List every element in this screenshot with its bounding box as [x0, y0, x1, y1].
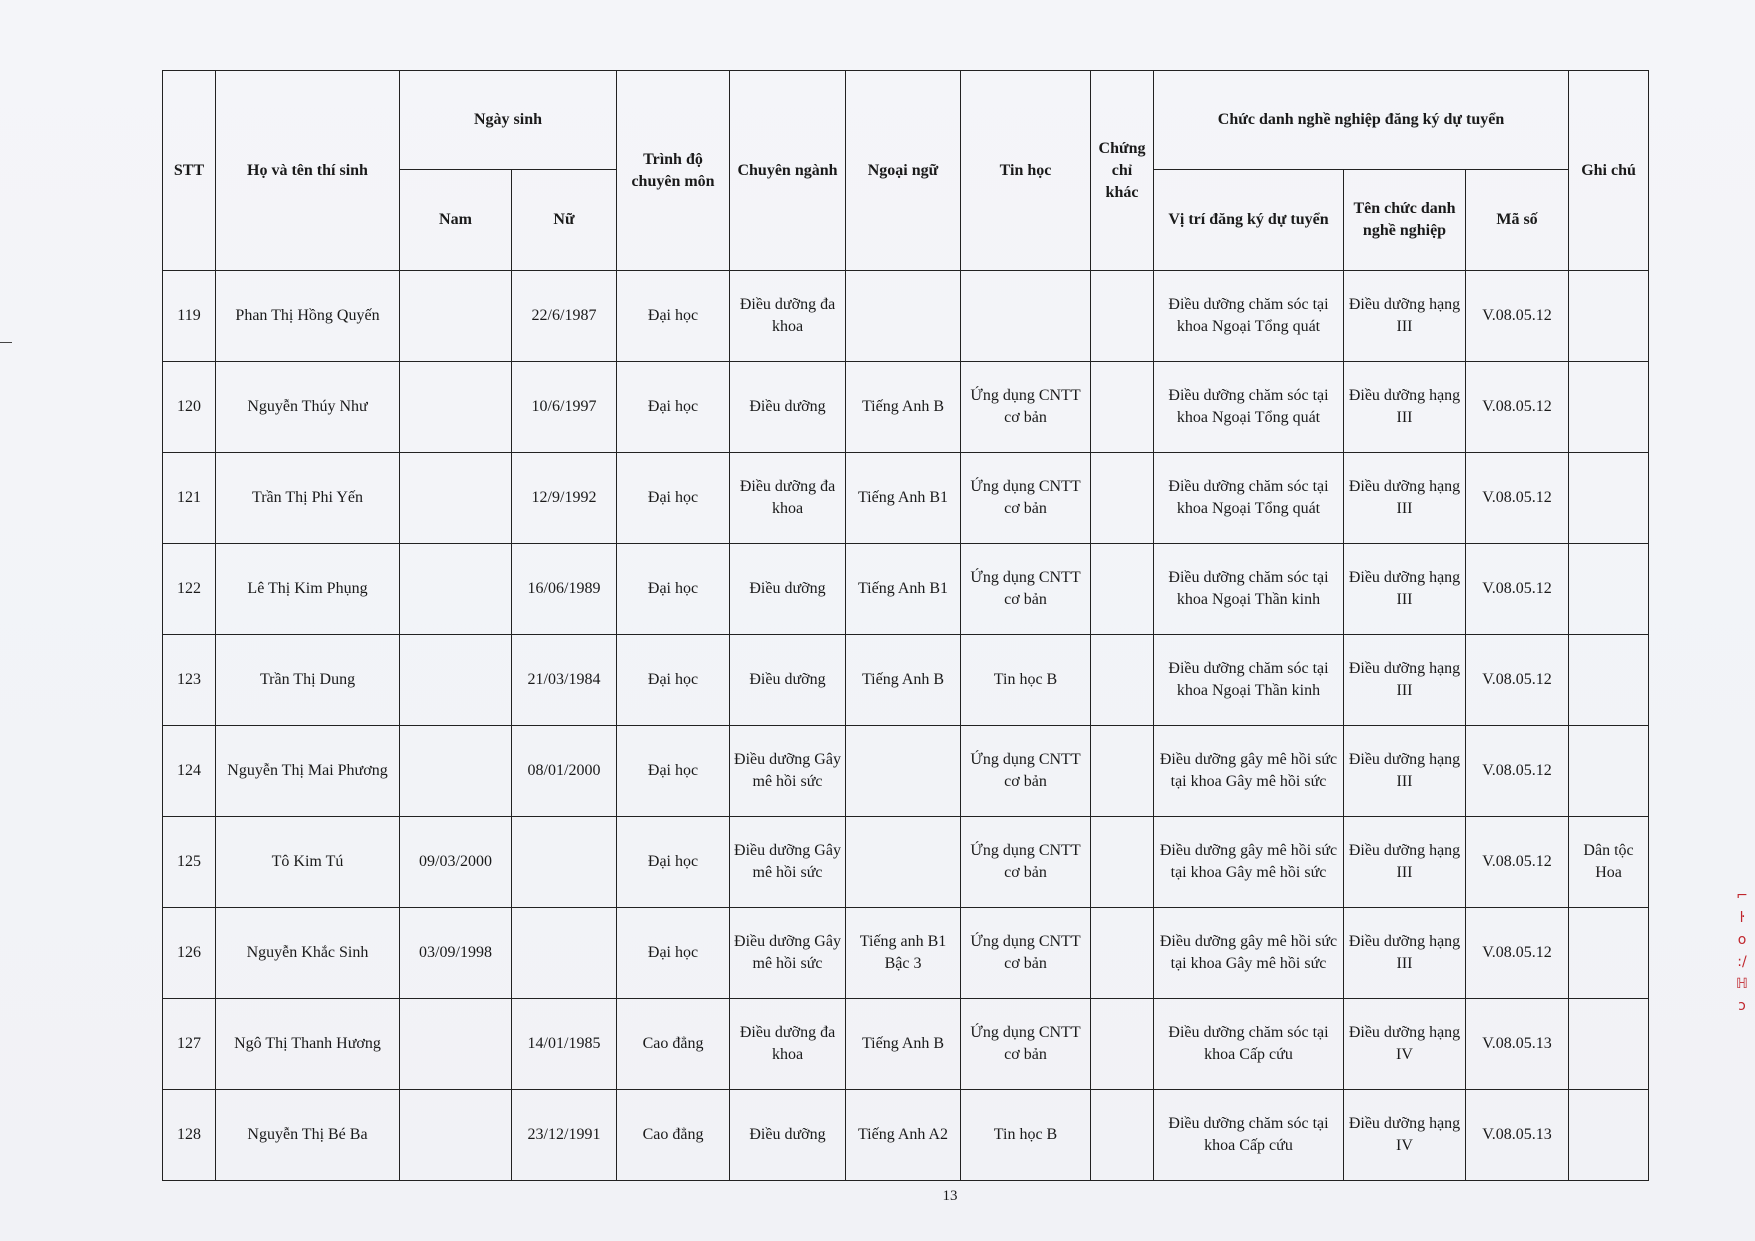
cell-code: V.08.05.12 [1466, 908, 1569, 999]
cell-language: Tiếng Anh B [846, 635, 961, 726]
cell-birth-male [400, 453, 512, 544]
cell-position: Điều dưỡng chăm sóc tại khoa Ngoại Tổng quát [1154, 453, 1344, 544]
cell-name: Ngô Thị Thanh Hương [216, 999, 400, 1090]
cell-birth-female [512, 817, 617, 908]
header-female: Nữ [512, 170, 617, 271]
cell-position: Điều dưỡng chăm sóc tại khoa Ngoại Tổng quát [1154, 271, 1344, 362]
cell-birth-male [400, 635, 512, 726]
cell-stt: 127 [163, 999, 216, 1090]
header-position: Vị trí đăng ký dự tuyển [1154, 170, 1344, 271]
cell-birth-male [400, 726, 512, 817]
cell-major: Điều dưỡng Gây mê hồi sức [730, 908, 846, 999]
cell-position: Điều dưỡng gây mê hồi sức tại khoa Gây mê hồi sức [1154, 817, 1344, 908]
cell-other-cert [1091, 271, 1154, 362]
header-name: Họ và tên thí sinh [216, 71, 400, 271]
cell-language: Tiếng Anh A2 [846, 1090, 961, 1181]
cell-stt: 121 [163, 453, 216, 544]
cell-major: Điều dưỡng đa khoa [730, 453, 846, 544]
cell-title: Điều dưỡng hạng III [1344, 544, 1466, 635]
cell-birth-male [400, 271, 512, 362]
cell-name: Trần Thị Phi Yến [216, 453, 400, 544]
cell-name: Tô Kim Tú [216, 817, 400, 908]
cell-title: Điều dưỡng hạng III [1344, 271, 1466, 362]
cell-major: Điều dưỡng [730, 544, 846, 635]
cell-other-cert [1091, 908, 1154, 999]
cell-position: Điều dưỡng chăm sóc tại khoa Cấp cứu [1154, 1090, 1344, 1181]
cell-other-cert [1091, 544, 1154, 635]
cell-note [1569, 999, 1649, 1090]
cell-birth-female: 22/6/1987 [512, 271, 617, 362]
cell-birth-male: 09/03/2000 [400, 817, 512, 908]
table-row [163, 817, 1649, 908]
cell-major: Điều dưỡng [730, 1090, 846, 1181]
cell-birth-female: 16/06/1989 [512, 544, 617, 635]
cell-it: Ứng dụng CNTT cơ bản [961, 726, 1091, 817]
cell-birth-male [400, 544, 512, 635]
cell-position: Điều dưỡng chăm sóc tại khoa Ngoại Tổng quát [1154, 362, 1344, 453]
cell-major: Điều dưỡng [730, 635, 846, 726]
cell-level: Cao đẳng [617, 999, 730, 1090]
cell-language [846, 817, 961, 908]
cell-note [1569, 908, 1649, 999]
cell-birth-male [400, 362, 512, 453]
table-row [163, 1090, 1649, 1181]
page-number: 13 [942, 1188, 958, 1204]
cell-name: Trần Thị Dung [216, 635, 400, 726]
cell-other-cert [1091, 726, 1154, 817]
cell-language: Tiếng Anh B [846, 362, 961, 453]
header-birth: Ngày sinh [400, 71, 617, 170]
cell-stt: 125 [163, 817, 216, 908]
cell-major: Điều dưỡng Gây mê hồi sức [730, 726, 846, 817]
cell-level: Cao đẳng [617, 1090, 730, 1181]
cell-code: V.08.05.12 [1466, 362, 1569, 453]
cell-code: V.08.05.12 [1466, 817, 1569, 908]
cell-note [1569, 362, 1649, 453]
cell-code: V.08.05.12 [1466, 453, 1569, 544]
cell-note [1569, 271, 1649, 362]
cell-name: Nguyễn Thị Bé Ba [216, 1090, 400, 1181]
cell-it: Ứng dụng CNTT cơ bản [961, 362, 1091, 453]
table-row [163, 999, 1649, 1090]
header-male: Nam [400, 170, 512, 271]
cell-stt: 119 [163, 271, 216, 362]
cell-position: Điều dưỡng chăm sóc tại khoa Ngoại Thần kinh [1154, 544, 1344, 635]
cell-level: Đại học [617, 908, 730, 999]
header-title-name: Tên chức danh nghề nghiệp [1344, 170, 1466, 271]
cell-level: Đại học [617, 817, 730, 908]
table-row [163, 453, 1649, 544]
cell-it: Tin học B [961, 1090, 1091, 1181]
cell-title: Điều dưỡng hạng III [1344, 908, 1466, 999]
cell-language [846, 271, 961, 362]
cell-level: Đại học [617, 453, 730, 544]
header-language: Ngoại ngữ [846, 71, 961, 271]
cell-birth-female: 21/03/1984 [512, 635, 617, 726]
cell-note [1569, 453, 1649, 544]
cell-position: Điều dưỡng chăm sóc tại khoa Cấp cứu [1154, 999, 1344, 1090]
cell-code: V.08.05.12 [1466, 635, 1569, 726]
cell-birth-male [400, 1090, 512, 1181]
cell-major: Điều dưỡng [730, 362, 846, 453]
cell-stt: 124 [163, 726, 216, 817]
cell-title: Điều dưỡng hạng III [1344, 635, 1466, 726]
cell-name: Nguyễn Thúy Như [216, 362, 400, 453]
cell-other-cert [1091, 453, 1154, 544]
cell-name: Phan Thị Hồng Quyến [216, 271, 400, 362]
cell-stt: 122 [163, 544, 216, 635]
cell-position: Điều dưỡng chăm sóc tại khoa Ngoại Thần kinh [1154, 635, 1344, 726]
cell-title: Điều dưỡng hạng IV [1344, 1090, 1466, 1181]
cell-other-cert [1091, 1090, 1154, 1181]
cell-it: Ứng dụng CNTT cơ bản [961, 544, 1091, 635]
cell-birth-female [512, 908, 617, 999]
cell-level: Đại học [617, 271, 730, 362]
cell-name: Nguyễn Khắc Sinh [216, 908, 400, 999]
cell-note: Dân tộc Hoa [1569, 817, 1649, 908]
cell-title: Điều dưỡng hạng IV [1344, 999, 1466, 1090]
table-body [163, 271, 1649, 1181]
table-row [163, 362, 1649, 453]
table-row [163, 544, 1649, 635]
header-code: Mã số [1466, 170, 1569, 271]
cell-other-cert [1091, 817, 1154, 908]
header-it: Tin học [961, 71, 1091, 271]
table-row [163, 908, 1649, 999]
cell-stt: 126 [163, 908, 216, 999]
candidate-table [162, 70, 1649, 1181]
cell-birth-female: 08/01/2000 [512, 726, 617, 817]
cell-code: V.08.05.12 [1466, 544, 1569, 635]
cell-note [1569, 726, 1649, 817]
cell-title: Điều dưỡng hạng III [1344, 817, 1466, 908]
table-row [163, 635, 1649, 726]
cell-title: Điều dưỡng hạng III [1344, 726, 1466, 817]
cell-code: V.08.05.12 [1466, 726, 1569, 817]
cell-stt: 120 [163, 362, 216, 453]
header-other-cert: Chứng chỉ khác [1091, 71, 1154, 271]
cell-position: Điều dưỡng gây mê hồi sức tại khoa Gây mê hồi sức [1154, 908, 1344, 999]
cell-position: Điều dưỡng gây mê hồi sức tại khoa Gây mê hồi sức [1154, 726, 1344, 817]
cell-major: Điều dưỡng đa khoa [730, 999, 846, 1090]
cell-birth-female: 10/6/1997 [512, 362, 617, 453]
cell-code: V.08.05.13 [1466, 999, 1569, 1090]
header-title-group: Chức danh nghề nghiệp đăng ký dự tuyển [1154, 71, 1569, 170]
cell-note [1569, 544, 1649, 635]
cell-name: Nguyễn Thị Mai Phương [216, 726, 400, 817]
cell-level: Đại học [617, 635, 730, 726]
cell-title: Điều dưỡng hạng III [1344, 453, 1466, 544]
cell-other-cert [1091, 362, 1154, 453]
cell-note [1569, 635, 1649, 726]
cell-code: V.08.05.13 [1466, 1090, 1569, 1181]
cell-stt: 128 [163, 1090, 216, 1181]
cell-language: Tiếng anh B1 Bậc 3 [846, 908, 961, 999]
cell-language: Tiếng Anh B [846, 999, 961, 1090]
cell-level: Đại học [617, 726, 730, 817]
cell-language: Tiếng Anh B1 [846, 453, 961, 544]
cell-level: Đại học [617, 362, 730, 453]
cell-title: Điều dưỡng hạng III [1344, 362, 1466, 453]
header-level: Trình độ chuyên môn [617, 71, 730, 271]
cell-level: Đại học [617, 544, 730, 635]
edge-mark [0, 342, 12, 343]
cell-other-cert [1091, 999, 1154, 1090]
cell-it: Ứng dụng CNTT cơ bản [961, 817, 1091, 908]
cell-it: Ứng dụng CNTT cơ bản [961, 999, 1091, 1090]
cell-stt: 123 [163, 635, 216, 726]
cell-birth-male [400, 999, 512, 1090]
cell-major: Điều dưỡng đa khoa [730, 271, 846, 362]
cell-language [846, 726, 961, 817]
cell-birth-female: 23/12/1991 [512, 1090, 617, 1181]
stamp-fragment: ⌐ ŀ o :/ ℍ ɔ [1736, 888, 1748, 1014]
table-row [163, 726, 1649, 817]
cell-birth-male: 03/09/1998 [400, 908, 512, 999]
cell-major: Điều dưỡng Gây mê hồi sức [730, 817, 846, 908]
cell-language: Tiếng Anh B1 [846, 544, 961, 635]
cell-code: V.08.05.12 [1466, 271, 1569, 362]
header-note: Ghi chú [1569, 71, 1649, 271]
header-stt: STT [163, 71, 216, 271]
cell-it: Tin học B [961, 635, 1091, 726]
table-row [163, 271, 1649, 362]
header-major: Chuyên ngành [730, 71, 846, 271]
cell-it: Ứng dụng CNTT cơ bản [961, 908, 1091, 999]
cell-it: Ứng dụng CNTT cơ bản [961, 453, 1091, 544]
cell-other-cert [1091, 635, 1154, 726]
cell-it [961, 271, 1091, 362]
cell-birth-female: 14/01/1985 [512, 999, 617, 1090]
cell-birth-female: 12/9/1992 [512, 453, 617, 544]
cell-note [1569, 1090, 1649, 1181]
cell-name: Lê Thị Kim Phụng [216, 544, 400, 635]
